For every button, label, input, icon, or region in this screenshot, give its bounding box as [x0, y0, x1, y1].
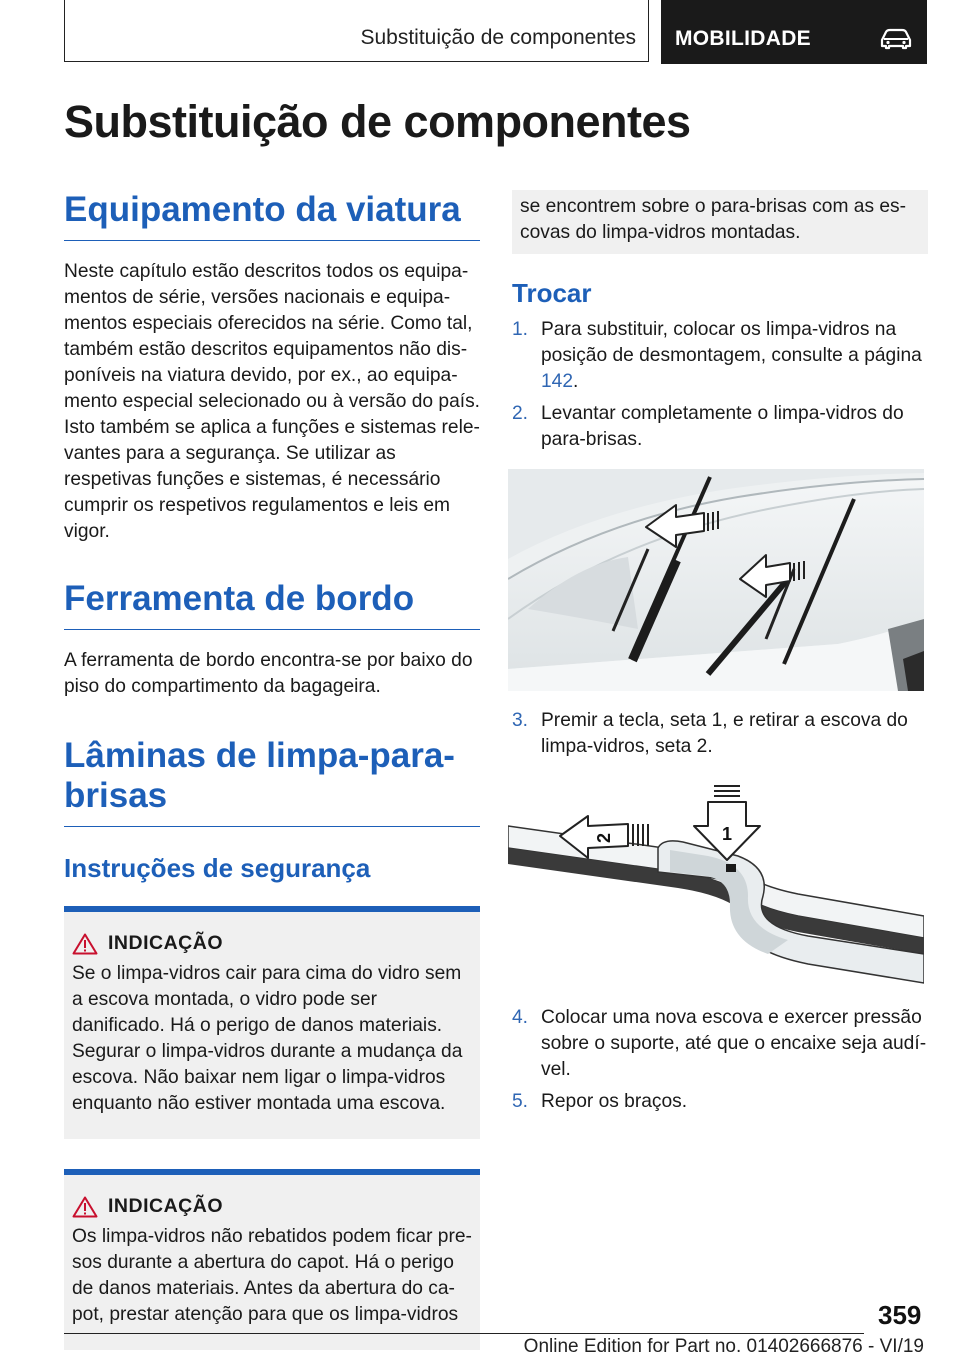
safety-heading: Instruções de segurança — [64, 853, 371, 883]
notice-text-2: Os limpa-vidros não rebatidos podem ficar presos durante a abertura do capot. Há o perigo de danos materiais. Antes da abertura do capot, prestar atenção para que os limpa-vidros — [72, 1226, 472, 1325]
page-number: 359 — [878, 1300, 922, 1330]
tool-heading: Ferramenta de bordo — [64, 579, 480, 630]
step-2 — [512, 401, 928, 453]
header-section-title: Substituição de componentes — [360, 26, 636, 49]
step-text: Premir a tecla, seta 1, e retirar a escova do limpa-vidros, seta 2. — [541, 710, 908, 757]
step-5 — [512, 1089, 928, 1115]
warning-icon — [72, 1196, 98, 1218]
header-chapter-title: MOBILIDADE — [675, 27, 811, 50]
right-column — [512, 190, 928, 1115]
warning-icon — [72, 933, 98, 955]
notice-text-1: Se o limpa-vidros cair para cima do vidro sem a escova montada, o vidro pode ser danificado. Há o perigo de danos materiais. Segurar o limpa-vidros durante a mudança da escova. Não baixar nem ligar o limpa-vidros enquanto não estiver montada uma escova. — [72, 963, 463, 1114]
notice-box-2 — [64, 1169, 480, 1350]
step-number: 3. — [512, 710, 529, 731]
notice-title-1: INDICAÇÃO — [108, 932, 223, 954]
notice-title-2: INDICAÇÃO — [108, 1195, 223, 1217]
notice-box-1 — [64, 906, 480, 1139]
notice-header-2 — [72, 1195, 472, 1218]
step-1 — [512, 317, 928, 395]
equipment-text: Neste capítulo estão descritos todos os equipamentos de série, versões nacionais e equipamentos especiais oferecidos na série. Como tal, também estão descritos equipamentos não disponíveis na viatura devido, por ex., ao equipamento especial selecionado ou à versão do país. Isto também se aplica a funções e sistemas relevantes para a segurança. Se utilizar as respetivas funções e sistemas, é necessário cumprir os respetivos regulamentos e leis em vigor. — [64, 261, 480, 542]
step-text: Repor os braços. — [541, 1091, 688, 1112]
left-column — [64, 190, 480, 1350]
arrow-label-2: 2 — [594, 832, 614, 844]
arrow-label-1: 1 — [721, 824, 733, 844]
notice-continued-text: se encontrem sobre o para-brisas com as escovas do limpa-vidros montadas. — [520, 196, 907, 243]
step-4 — [512, 1005, 928, 1083]
step-text: Levantar completamente o limpa-vidros do para-brisas. — [541, 403, 904, 450]
step-number: 4. — [512, 1007, 529, 1028]
page-link[interactable]: 142 — [541, 371, 574, 392]
header-chapter-box — [661, 0, 927, 64]
step-number: 5. — [512, 1091, 529, 1112]
step-text: Colocar uma nova escova e exercer pressão sobre o suporte, até que o encaixe seja audível. — [541, 1007, 927, 1080]
notice-header-1 — [72, 932, 472, 955]
replace-heading: Trocar — [512, 278, 592, 308]
equipment-heading: Equipamento da viatura — [64, 190, 480, 241]
footer-divider — [64, 1333, 864, 1334]
wiper-blade-release-illustration — [508, 778, 924, 993]
notice-continued-box — [512, 190, 928, 254]
step-text: Para substituir, colocar os limpa-vidros na posição de desmontagem, consulte a página 142. — [541, 319, 922, 392]
footer-text: Online Edition for Part no. 01402666876 - VI/19 — [523, 1336, 924, 1357]
windshield-wiper-illustration — [508, 469, 924, 696]
header-section-box — [64, 0, 649, 62]
page-header — [64, 0, 927, 64]
step-number: 2. — [512, 403, 529, 424]
step-3 — [512, 708, 928, 760]
page-title: Substituição de componentes — [64, 96, 691, 147]
car-icon — [879, 28, 913, 50]
blades-heading: Lâminas de limpa-para-brisas — [64, 736, 480, 827]
tool-text: A ferramenta de bordo encontra-se por baixo do piso do compartimento da bagageira. — [64, 650, 473, 697]
step-number: 1. — [512, 319, 529, 340]
